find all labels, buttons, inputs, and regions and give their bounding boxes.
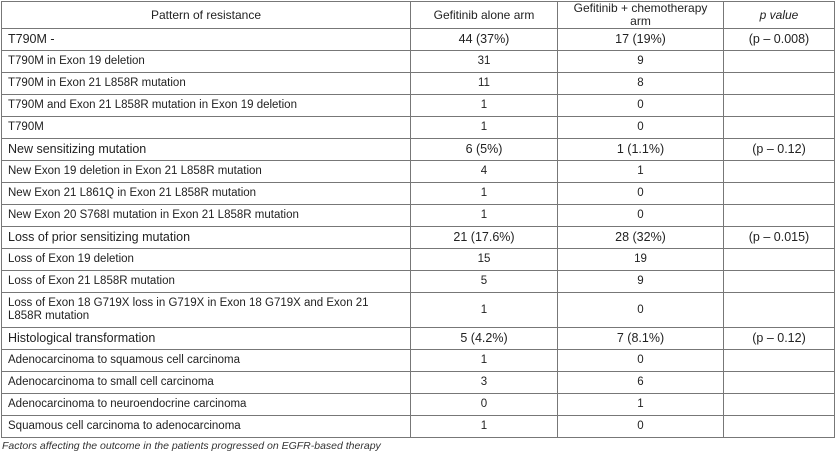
gefitinib-chemo-cell: 0: [558, 416, 724, 438]
gefitinib-alone-cell: 1: [411, 416, 558, 438]
row-label: New Exon 20 S768I mutation in Exon 21 L858R mutation: [2, 205, 411, 227]
gefitinib-alone-cell: 5: [411, 271, 558, 293]
resistance-table: [1, 1, 835, 438]
table-row: [2, 372, 835, 394]
row-label: Adenocarcinoma to squamous cell carcinoma: [2, 350, 411, 372]
header-gefitinib-chemo: Gefitinib + chemotherapy arm: [558, 2, 724, 29]
row-label: Squamous cell carcinoma to adenocarcinoma: [2, 416, 411, 438]
table-row: [2, 394, 835, 416]
header-gefitinib-alone: Gefitinib alone arm: [411, 2, 558, 29]
group-row: [2, 227, 835, 249]
group-row: [2, 328, 835, 350]
gefitinib-alone-cell: 4: [411, 161, 558, 183]
gefitinib-chemo-cell: 17 (19%): [558, 29, 724, 51]
p-value-cell: [724, 350, 835, 372]
gefitinib-alone-cell: 1: [411, 293, 558, 328]
group-row: [2, 29, 835, 51]
table-row: [2, 161, 835, 183]
gefitinib-chemo-cell: 1: [558, 161, 724, 183]
gefitinib-alone-cell: 1: [411, 95, 558, 117]
p-value-cell: (p – 0.015): [724, 227, 835, 249]
table-caption: Factors affecting the outcome in the patients progressed on EGFR-based therapy: [2, 440, 381, 452]
p-value-cell: [724, 95, 835, 117]
row-label: Loss of Exon 18 G719X loss in G719X in Exon 18 G719X and Exon 21 L858R mutation: [2, 293, 411, 328]
row-label: T790M in Exon 19 deletion: [2, 51, 411, 73]
p-value-cell: [724, 161, 835, 183]
gefitinib-alone-cell: 21 (17.6%): [411, 227, 558, 249]
gefitinib-alone-cell: 1: [411, 117, 558, 139]
row-label: Adenocarcinoma to neuroendocrine carcinoma: [2, 394, 411, 416]
p-value-cell: [724, 293, 835, 328]
gefitinib-alone-cell: 11: [411, 73, 558, 95]
gefitinib-alone-cell: 6 (5%): [411, 139, 558, 161]
table-row: [2, 183, 835, 205]
gefitinib-chemo-cell: 0: [558, 350, 724, 372]
p-value-cell: [724, 372, 835, 394]
gefitinib-chemo-cell: 0: [558, 183, 724, 205]
group-row: [2, 139, 835, 161]
p-value-cell: (p – 0.008): [724, 29, 835, 51]
row-label: Adenocarcinoma to small cell carcinoma: [2, 372, 411, 394]
gefitinib-alone-cell: 1: [411, 205, 558, 227]
p-value-cell: [724, 416, 835, 438]
gefitinib-chemo-cell: 1: [558, 394, 724, 416]
table-row: [2, 117, 835, 139]
p-value-cell: [724, 117, 835, 139]
p-value-cell: [724, 183, 835, 205]
gefitinib-alone-cell: 3: [411, 372, 558, 394]
gefitinib-chemo-cell: 6: [558, 372, 724, 394]
gefitinib-alone-cell: 1: [411, 350, 558, 372]
gefitinib-alone-cell: 0: [411, 394, 558, 416]
p-value-cell: [724, 394, 835, 416]
gefitinib-alone-cell: 44 (37%): [411, 29, 558, 51]
p-value-cell: [724, 51, 835, 73]
table-row: [2, 271, 835, 293]
p-value-cell: (p – 0.12): [724, 328, 835, 350]
gefitinib-chemo-cell: 0: [558, 117, 724, 139]
gefitinib-chemo-cell: 19: [558, 249, 724, 271]
row-label: New sensitizing mutation: [2, 139, 411, 161]
p-value-cell: (p – 0.12): [724, 139, 835, 161]
row-label: Loss of Exon 19 deletion: [2, 249, 411, 271]
row-label: Loss of prior sensitizing mutation: [2, 227, 411, 249]
row-label: T790M -: [2, 29, 411, 51]
gefitinib-alone-cell: 5 (4.2%): [411, 328, 558, 350]
gefitinib-chemo-cell: 8: [558, 73, 724, 95]
row-label: New Exon 19 deletion in Exon 21 L858R mutation: [2, 161, 411, 183]
table-row: [2, 293, 835, 328]
row-label: T790M in Exon 21 L858R mutation: [2, 73, 411, 95]
header-pattern: Pattern of resistance: [2, 2, 411, 29]
row-label: T790M: [2, 117, 411, 139]
table-row: [2, 51, 835, 73]
table-row: [2, 249, 835, 271]
table-row: [2, 73, 835, 95]
p-value-cell: [724, 249, 835, 271]
row-label: New Exon 21 L861Q in Exon 21 L858R mutation: [2, 183, 411, 205]
table-row: [2, 205, 835, 227]
gefitinib-chemo-cell: 0: [558, 95, 724, 117]
gefitinib-chemo-cell: 9: [558, 51, 724, 73]
gefitinib-chemo-cell: 28 (32%): [558, 227, 724, 249]
table-row: [2, 416, 835, 438]
gefitinib-chemo-cell: 9: [558, 271, 724, 293]
table-row: [2, 95, 835, 117]
gefitinib-chemo-cell: 0: [558, 293, 724, 328]
gefitinib-chemo-cell: 7 (8.1%): [558, 328, 724, 350]
p-value-cell: [724, 271, 835, 293]
row-label: Loss of Exon 21 L858R mutation: [2, 271, 411, 293]
header-p-value: p value: [724, 2, 835, 29]
header-row: [2, 2, 835, 29]
gefitinib-alone-cell: 31: [411, 51, 558, 73]
p-value-cell: [724, 205, 835, 227]
gefitinib-chemo-cell: 1 (1.1%): [558, 139, 724, 161]
gefitinib-chemo-cell: 0: [558, 205, 724, 227]
table-row: [2, 350, 835, 372]
p-value-cell: [724, 73, 835, 95]
row-label: Histological transformation: [2, 328, 411, 350]
gefitinib-alone-cell: 1: [411, 183, 558, 205]
gefitinib-alone-cell: 15: [411, 249, 558, 271]
row-label: T790M and Exon 21 L858R mutation in Exon 19 deletion: [2, 95, 411, 117]
